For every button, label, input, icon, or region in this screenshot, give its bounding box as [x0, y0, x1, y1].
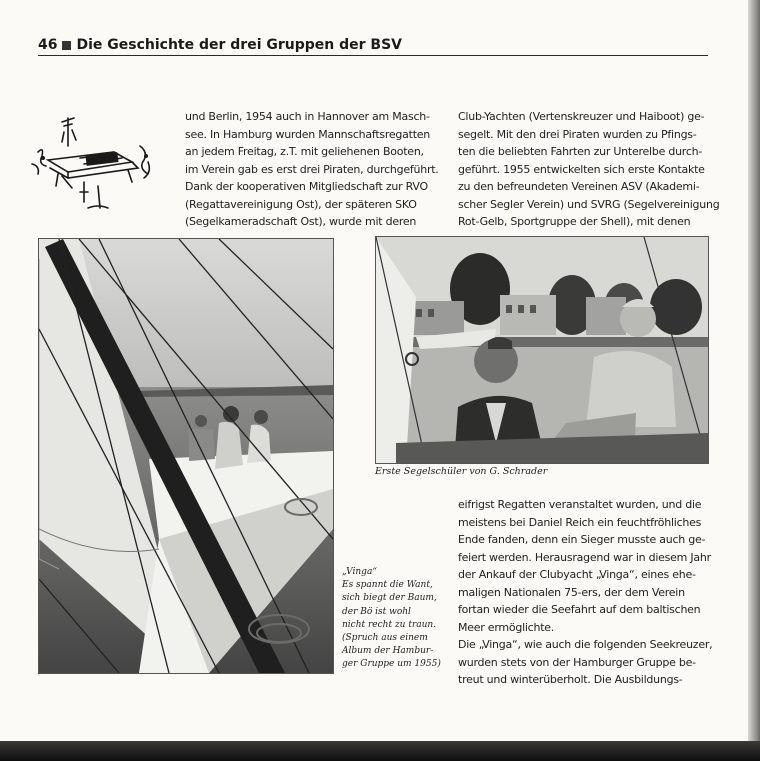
caption-line: (Spruch aus einem	[342, 633, 428, 644]
text-column-top-left	[185, 108, 439, 231]
text-line: (Regattavereinigung Ost), der späteren SKO	[185, 197, 417, 211]
boat-sketch-illustration	[28, 112, 158, 214]
text-line: meistens bei Daniel Reich ein feuchtfröhliches	[458, 515, 702, 529]
text-column-bottom-right	[458, 496, 713, 689]
sailing-students-photo	[375, 236, 709, 464]
text-line: der Ankauf der Clubyacht „Vinga“, eines ehe-	[458, 568, 696, 581]
text-line: zu den befreundeten Vereinen ASV (Akademi-	[458, 180, 700, 193]
text-line: treut und winterüberholt. Die Ausbildungs-	[458, 673, 683, 686]
text-line: ten die beliebten Fahrten zur Unterelbe durch-	[458, 145, 703, 158]
text-line: Ende fanden, denn ein Sieger musste auch ge-	[458, 533, 706, 546]
sailing-yacht-photo	[38, 238, 334, 674]
photo-caption-students: Erste Segelschüler von G. Schrader	[375, 466, 548, 477]
text-line: see. In Hamburg wurden Mannschaftsregatten	[185, 127, 431, 141]
text-line: eifrigst Regatten veranstaltet wurden, und die	[458, 498, 702, 511]
text-column-top-right	[458, 108, 720, 231]
text-line: Club-Yachten (Vertenskreuzer und Haiboot) ge-	[458, 110, 705, 123]
photo-caption-vinga	[342, 566, 442, 672]
caption-line: nicht recht zu traun.	[342, 619, 437, 630]
text-line: Die „Vinga“, wie auch die folgenden Seekreuzer,	[458, 638, 713, 651]
book-gutter-shadow	[748, 0, 760, 741]
text-line: im Verein gab es erst drei Piraten, durchgeführt.	[185, 162, 439, 176]
text-line: geführt. 1955 entwickelten sich erste Kontakte	[458, 162, 705, 176]
text-line: Meer ermöglichte.	[458, 620, 555, 634]
caption-line: „Vinga“	[342, 567, 377, 577]
caption-line: sich biegt der Baum,	[342, 593, 437, 604]
text-line: und Berlin, 1954 auch in Hannover am Masch-	[185, 110, 430, 123]
caption-line: Album der Hambur-	[342, 646, 434, 657]
text-line: scher Segler Verein) und SVRG (Segelvereinigung	[458, 197, 720, 211]
caption-line: der Bö ist wohl	[342, 606, 411, 617]
text-line: Dank der kooperativen Mitgliedschaft zur RVO	[185, 180, 428, 193]
scan-bottom-edge	[0, 741, 760, 761]
text-line: feiert werden. Herausragend war in diesem Jahr	[458, 550, 711, 564]
text-line: maligen Nationalen 75-ers, der dem Verein	[458, 585, 685, 599]
text-line: segelt. Mit den drei Piraten wurden zu Pfings-	[458, 127, 697, 141]
text-line: Rot-Gelb, Sportgruppe der Shell), mit denen	[458, 215, 691, 228]
header-square-icon	[62, 41, 71, 50]
caption-line: Es spannt die Want,	[342, 580, 433, 591]
caption-line: ger Gruppe um 1955)	[342, 659, 441, 670]
text-line: (Segelkameradschaft Ost), wurde mit deren	[185, 215, 417, 228]
text-line: an jedem Freitag, z.T. mit geliehenen Booten,	[185, 145, 424, 158]
chapter-title: Die Geschichte der drei Gruppen der BSV	[76, 37, 402, 53]
page-number: 46	[38, 37, 58, 53]
text-line: fortan wieder die Seefahrt auf dem baltischen	[458, 603, 701, 616]
text-line: wurden stets von der Hamburger Gruppe be-	[458, 655, 696, 669]
page-header	[38, 35, 708, 56]
